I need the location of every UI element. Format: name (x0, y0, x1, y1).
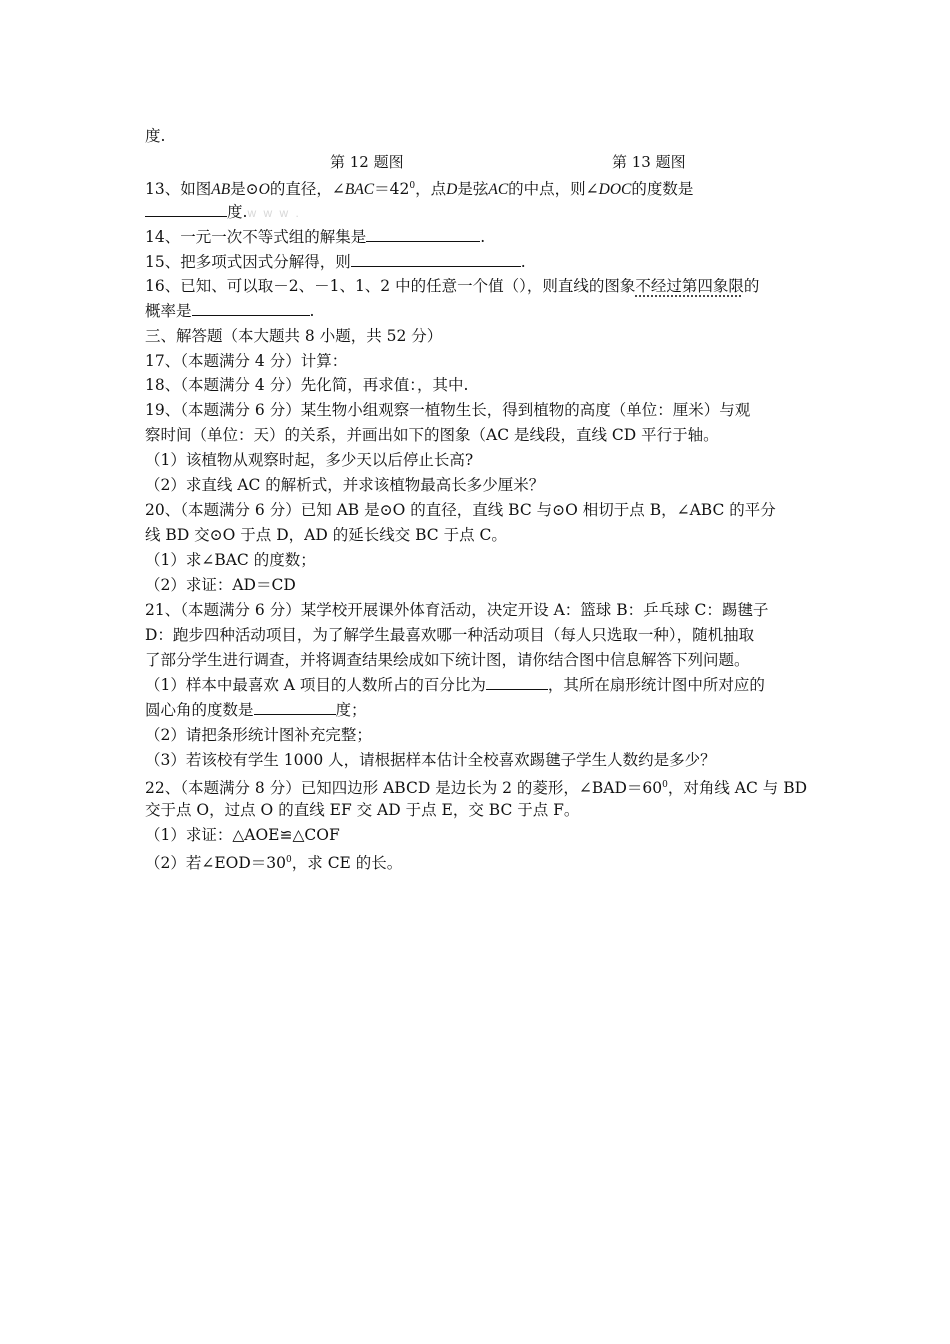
q20-sub1: （1）求∠BAC 的度数； (145, 551, 316, 569)
q21-line2: D：跑步四种活动项目，为了解学生最喜欢哪一种活动项目（每人只选取一种），随机抽取 (145, 626, 755, 644)
q22-sub1: （1）求证：△AOE≌△COF (145, 826, 340, 844)
q16-emphasis: 不经过第四象限 (635, 277, 744, 295)
q13-text: 13、如图 (145, 180, 212, 199)
q12-tail (145, 123, 810, 149)
section-3-heading: 三、解答题（本大题共 8 小题，共 52 分） (145, 327, 443, 345)
q16-line2 (145, 298, 810, 324)
q21-text: ，其所在扇形统计图中所对应的 (547, 676, 765, 694)
q22-text: ，对角线 AC 与 BD (667, 779, 808, 798)
q16-text: . (309, 302, 315, 320)
q19-line1: 19、（本题满分 6 分）某生物小组观察一植物生长，得到植物的高度（单位：厘米）与观 (145, 401, 751, 419)
q13-text: 的直径，∠ (269, 180, 345, 199)
q13-doc: DOC (598, 181, 632, 199)
q21-sub2: （2）请把条形统计图补充完整； (145, 726, 372, 744)
q22-text: （2）若∠EOD＝30 (145, 854, 287, 873)
q21-sub3: （3）若该校有学生 1000 人，请根据样本估计全校喜欢踢毽子学生人数约是多少？ (145, 751, 716, 769)
q13-text: 是弦 (457, 180, 489, 199)
q15-text: 15、把多项式因式分解得，则 (145, 253, 351, 271)
q13-ac: AC (488, 181, 509, 199)
figure-13-caption: 第 13 题图 (612, 153, 686, 171)
degree-sup: 0 (662, 780, 668, 790)
q13-text: 是⊙ (230, 180, 259, 199)
q22-text: 22、（本题满分 8 分）已知四边形 ABCD 是边长为 2 的菱形，∠BAD＝60 (145, 779, 663, 798)
q15-text: . (520, 253, 526, 271)
q18: 18、（本题满分 4 分）先化简，再求值：，其中. (145, 376, 469, 394)
q13-bac: BAC (344, 181, 375, 199)
q20-line2: 线 BD 交⊙O 于点 D，AD 的延长线交 BC 于点 C。 (145, 526, 507, 544)
q19-sub1: （1）该植物从观察时起，多少天以后停止长高? (145, 451, 474, 469)
degree-sup: 0 (409, 181, 416, 191)
q16-text: 16、已知、可以取－2、－1、1、2 中的任意一个值（），则直线的图象 (145, 277, 636, 295)
watermark: w w w . (247, 206, 301, 220)
q22-line2: 交于点 O，过点 O 的直线 EF 交 AD 于点 E，交 BC 于点 F。 (145, 801, 580, 819)
q16-line1 (145, 273, 810, 299)
q19-line2: 察时间（单位：天）的关系，并画出如下的图象（AC 是线段，直线 CD 平行于轴。 (145, 426, 719, 444)
q21-sub1-line2 (145, 697, 810, 723)
q13-text: 的中点，则∠ (508, 180, 599, 199)
answer-blank (366, 226, 480, 242)
q20-line1: 20、（本题满分 6 分）已知 AB 是⊙O 的直径，直线 BC 与⊙O 相切于点 B，∠ABC 的平分 (145, 501, 776, 519)
q21-line1: 21、（本题满分 6 分）某学校开展课外体育活动，决定开设 A：篮球 B：乒乓球 C：踢毽子 (145, 601, 769, 619)
q13-text: 的度数是 (631, 180, 694, 199)
q13-line2 (145, 199, 810, 226)
q21-sub1-line1 (145, 672, 810, 698)
q13-ab: AB (211, 181, 231, 199)
q16-text: 的 (743, 277, 760, 295)
answer-blank (254, 699, 336, 715)
q21-text: 度； (335, 701, 367, 719)
q13-text: ＝42 (374, 180, 410, 199)
q21-text: 圆心角的度数是 (145, 701, 254, 719)
q17: 17、（本题满分 4 分）计算： (145, 352, 348, 370)
q16-text: 概率是 (145, 302, 192, 320)
q21-line3: 了部分学生进行调查，并将调查结果绘成如下统计图，请你结合图中信息解答下列问题。 (145, 651, 750, 669)
figure-12-caption: 第 12 题图 (330, 153, 404, 171)
q14 (145, 224, 810, 250)
q22-text: ，求 CE 的长。 (291, 854, 403, 873)
q13-text: 度. (227, 203, 248, 221)
answer-blank (145, 201, 227, 217)
q21-text: （1）样本中最喜欢 A 项目的人数所占的百分比为 (145, 676, 486, 694)
q15 (145, 249, 810, 275)
q19-sub2: （2）求直线 AC 的解析式，并求该植物最高长多少厘米？ (145, 476, 545, 494)
answer-blank (192, 300, 310, 316)
q13-text: ，点 (415, 180, 447, 199)
q14-text: . (480, 228, 486, 246)
q20-sub2: （2）求证：AD＝CD (145, 576, 296, 594)
q13-d: D (446, 181, 458, 199)
q12-tail-text: 度. (145, 127, 166, 145)
q13-o: O (258, 181, 270, 199)
q22-sub2 (145, 847, 810, 876)
degree-sup: 0 (286, 855, 292, 865)
answer-blank (351, 251, 521, 267)
answer-blank (486, 674, 548, 690)
q14-text: 14、一元一次不等式组的解集是 (145, 228, 367, 246)
